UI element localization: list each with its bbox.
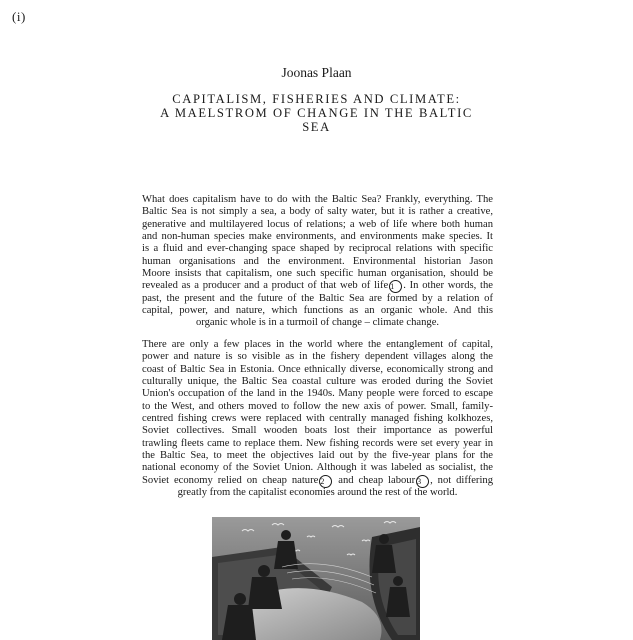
text-segment: revealed as a producer and a product of that web of life [142, 280, 389, 292]
text-segment: Soviet economy relied on cheap nature [142, 474, 319, 486]
text-segment: and cheap labour [333, 474, 416, 486]
text-segment: power and nature is so visible as in the fishery dependent villages along the [142, 351, 493, 363]
text-line [142, 401, 493, 413]
text-line [142, 364, 493, 376]
text-segment: , not differing [430, 474, 493, 486]
text-segment: culturally unique, the Baltic Sea coastal culture was eroded during the Soviet [142, 376, 493, 388]
text-segment: is a fluid and ever-changing space shaped by reciprocal relations with specific [142, 243, 493, 255]
text-segment: past, the present and the future of the Baltic Sea are formed by a relation of [142, 292, 493, 304]
text-segment: trawling fleets came to replace them. New fishing records were set every year in [142, 437, 493, 449]
text-line [142, 231, 493, 243]
text-line [142, 438, 493, 450]
text-segment: human organisations and the environment. Environmental historian Jason [142, 255, 493, 267]
text-line [142, 475, 493, 487]
text-segment: Union's occupation of the land in the 1940s. Many people were forced to escape [142, 388, 493, 400]
text-segment: . In other words, the [403, 280, 493, 292]
text-line [142, 339, 493, 351]
text-segment: centred fishing crews were replaced with centrally managed fishing kolkhozes, [142, 413, 493, 425]
title-line: A MAELSTROM OF CHANGE IN THE BALTIC [160, 106, 473, 120]
text-segment: coast of Baltic Sea in Estonia. Once ethnically diverse, economically strong and [142, 363, 493, 375]
paragraph-1 [142, 194, 493, 330]
title-line: SEA [302, 120, 331, 134]
text-line [142, 256, 493, 268]
text-segment: the Baltic Sea, to meet the objectives laid out by the five-year plans for the [142, 450, 493, 462]
text-line [142, 376, 493, 388]
text-line [142, 305, 493, 317]
text-line [142, 388, 493, 400]
text-segment: What does capitalism have to do with the Baltic Sea? Frankly, everything. The [142, 194, 493, 205]
footnote-marker: 3 [416, 475, 429, 488]
title-line: CAPITALISM, FISHERIES AND CLIMATE: [172, 92, 461, 106]
text-line [142, 206, 493, 218]
text-line [142, 280, 493, 292]
text-segment: Baltic Sea is not simply a sea, a body of salty water, but it is rather a creative, [142, 206, 493, 218]
article-title [140, 92, 493, 134]
text-segment: capital, power, and nature, which functions as an organic whole. And this [142, 305, 493, 317]
text-segment: greatly from the capitalist economies around the rest of the world. [177, 487, 458, 499]
text-line [142, 413, 493, 425]
footnote-marker: 1 [389, 280, 402, 293]
text-segment: Soviet collectives. Small wooden boats lost their importance as powerful [142, 425, 493, 437]
photo-illustration [212, 517, 420, 640]
page-marker: (i) [12, 9, 26, 24]
text-line [142, 194, 493, 206]
text-line [142, 243, 493, 255]
text-line [142, 268, 493, 280]
text-line [142, 462, 493, 474]
text-segment: and non-human species make environments, and environments make species. It [142, 231, 493, 243]
text-segment: national economy of the Soviet Union. Although it was labeled as socialist, the [142, 462, 493, 474]
text-line [142, 219, 493, 231]
author-name: Joonas Plaan [281, 65, 352, 80]
text-segment: to the West, and others moved to follow the new axis of power. Small, family- [142, 400, 493, 412]
text-line [142, 450, 493, 462]
text-line [142, 487, 493, 499]
paragraph-2 [142, 339, 493, 499]
footnote-marker: 2 [319, 475, 332, 488]
text-segment: generative and multilayered locus of relations; a web of life where both human [142, 218, 493, 230]
text-line [142, 293, 493, 305]
text-line [142, 351, 493, 363]
text-line [142, 317, 493, 329]
fishing-boat-photo [212, 517, 420, 640]
text-segment: There are only a few places in the world where the entanglement of capital, [142, 339, 493, 350]
text-segment: organic whole is in a turmoil of change – climate change. [195, 317, 440, 329]
text-segment: Moore insists that capitalism, one such specific human organisation, should be [142, 268, 493, 280]
text-line [142, 425, 493, 437]
